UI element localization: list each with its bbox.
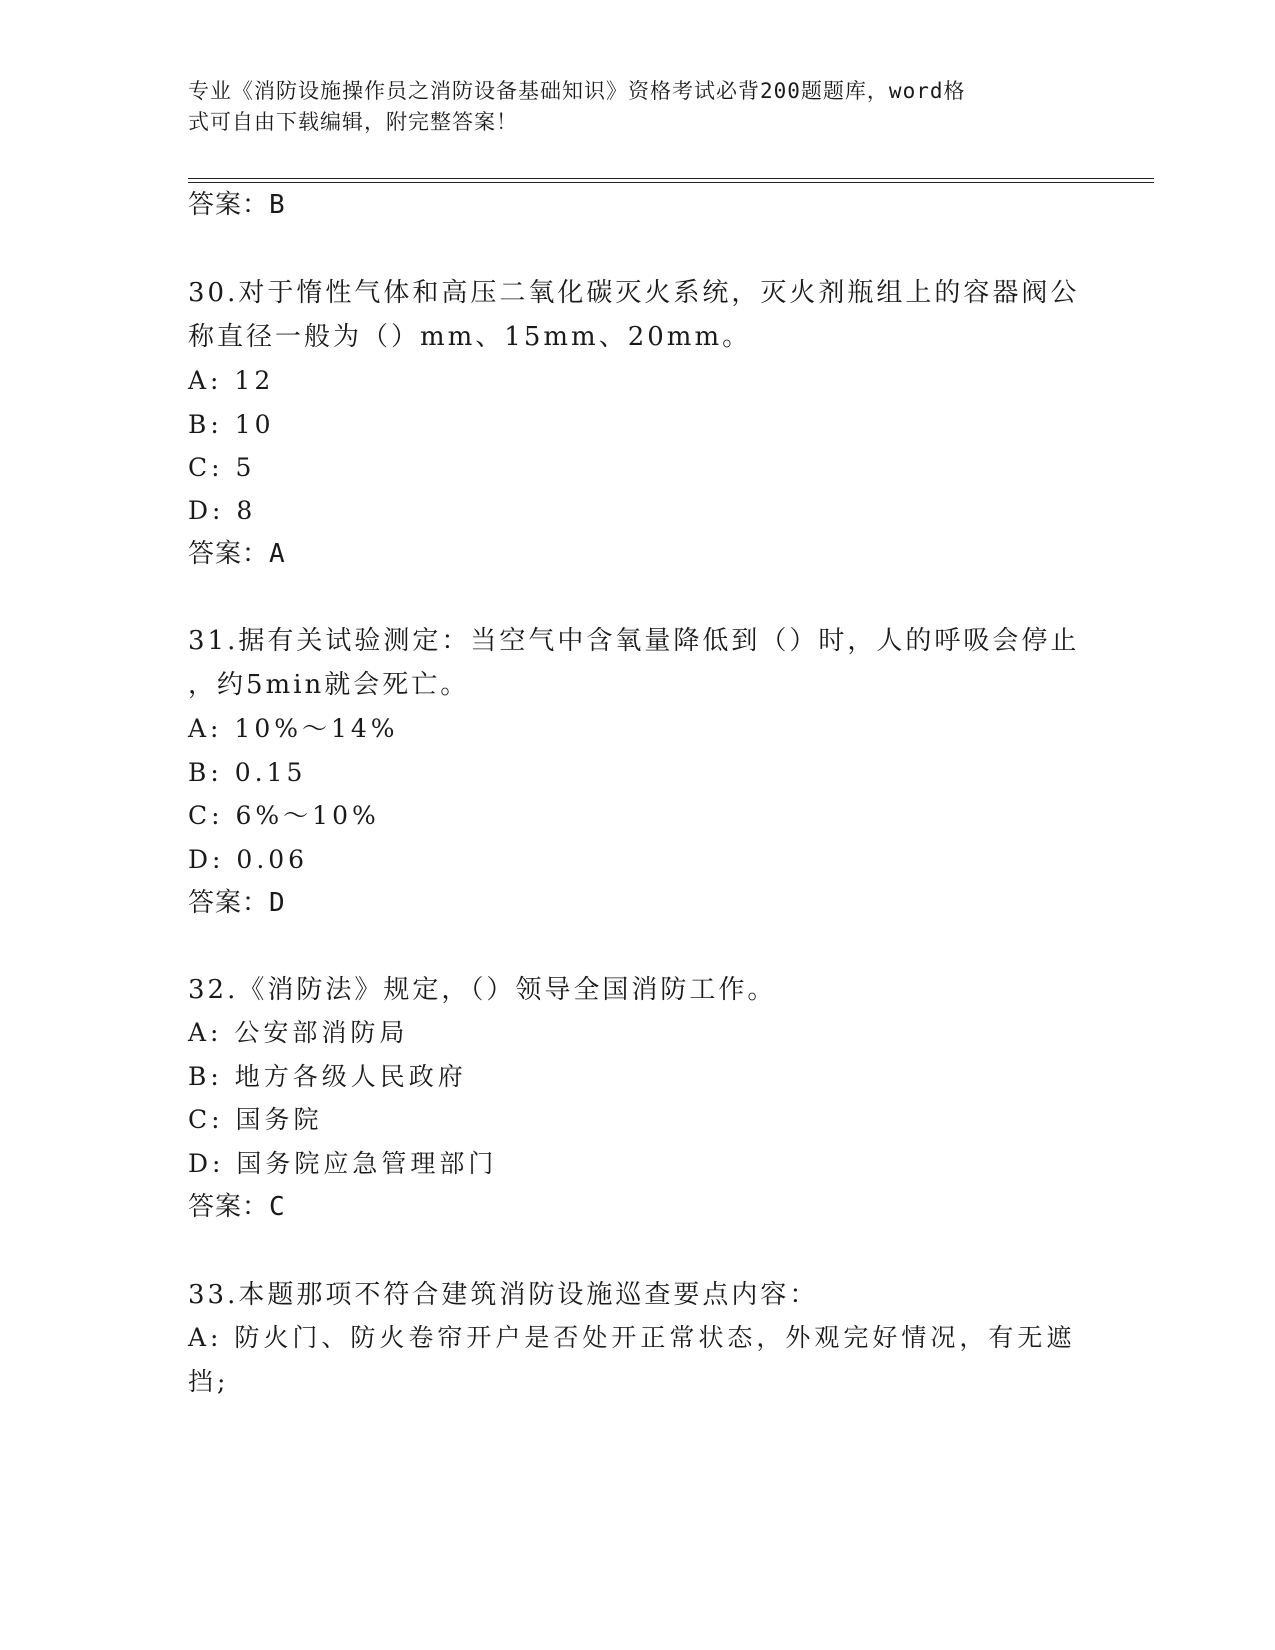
- question-30-answer: 答案：A: [188, 539, 286, 569]
- question-31-option-b: B: 0.15: [188, 758, 307, 787]
- question-31-option-c: C: 6%～10%: [188, 801, 380, 830]
- question-31-option-a: A: 10%～14%: [188, 714, 399, 743]
- question-32-option-b: B: 地方各级人民政府: [188, 1062, 467, 1091]
- header-divider-top: [188, 178, 1154, 179]
- question-33-option-a-line-2: 挡;: [188, 1367, 230, 1396]
- document-header: [188, 76, 1068, 138]
- question-33-option-a-line-1: A: 防火门、防火卷帘开户是否处开正常状态，外观完好情况，有无遮: [188, 1323, 1076, 1352]
- question-32-stem-line-1: 32.《消防法》规定，（）领导全国消防工作。: [188, 975, 777, 1005]
- question-31-stem-line-1: 31.据有关试验测定：当空气中含氧量降低到（）时，人的呼吸会停止: [188, 626, 1080, 656]
- header-divider-bottom: [188, 182, 1154, 183]
- question-31-stem-line-2: ，约5min就会死亡。: [188, 670, 470, 700]
- question-32-option-d: D: 国务院应急管理部门: [188, 1149, 498, 1178]
- question-30-stem-line-1: 30.对于惰性气体和高压二氧化碳灭火系统，灭火剂瓶组上的容器阀公: [188, 278, 1080, 308]
- question-30-option-b: B: 10: [188, 410, 275, 439]
- question-30-stem-line-2: 称直径一般为（）mm、15mm、20mm。: [188, 322, 752, 352]
- header-line-1: 专业《消防设施操作员之消防设备基础知识》资格考试必背200题题库，word格: [188, 79, 966, 103]
- question-33-stem-line-1: 33.本题那项不符合建筑消防设施巡查要点内容：: [188, 1280, 819, 1310]
- question-31-answer: 答案：D: [188, 888, 286, 918]
- question-32-option-c: C: 国务院: [188, 1105, 323, 1134]
- question-31-option-d: D: 0.06: [188, 845, 309, 874]
- header-line-2: 式可自由下载编辑，附完整答案！: [188, 110, 518, 134]
- question-30-option-a: A: 12: [188, 366, 275, 395]
- question-30-option-d: D: 8: [188, 496, 257, 525]
- question-30-option-c: C: 5: [188, 453, 256, 482]
- question-32-option-a: A: 公安部消防局: [188, 1018, 409, 1047]
- question-32-answer: 答案：C: [188, 1192, 286, 1222]
- previous-answer: 答案：B: [188, 190, 286, 220]
